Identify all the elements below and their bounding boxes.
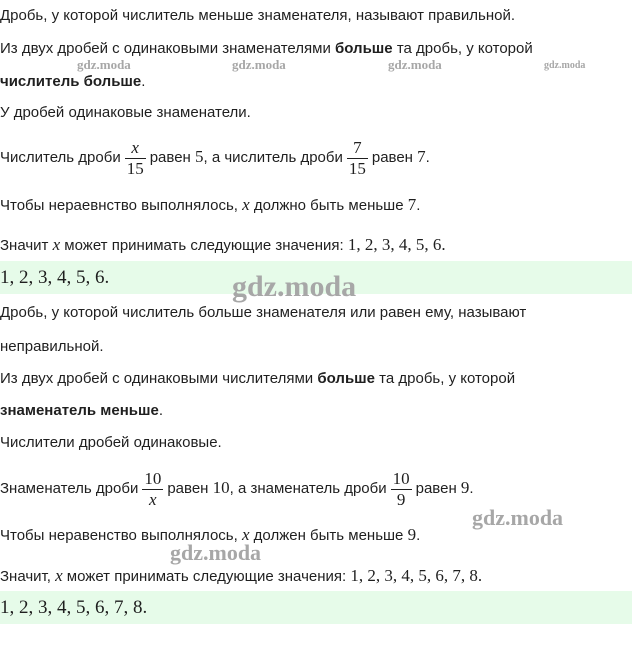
rule-same-denominator-cont: числитель больше. xyxy=(0,73,146,90)
fraction-10-over-x: $\frac{10}{x}$ xyxy=(144,468,162,509)
denominator-comparison: Знаменатель дроби $\frac{10}{x}$ равен 10, а знаменатель дроби $\frac{10}{9}$ равен 9. xyxy=(0,468,474,509)
rule-same-numerator: Из двух дробей с одинаковыми числителями больше та дробь, у которой xyxy=(0,370,516,387)
watermark: gdz.moda xyxy=(170,540,262,565)
inequality-condition: Чтобы нераевнство выполнялось, x должно быть меньше 7. xyxy=(0,195,421,214)
watermark: gdz.moda xyxy=(472,505,564,530)
answer-values-1: 1, 2, 3, 4, 5, 6. xyxy=(0,267,110,288)
rule-improper-fraction-cont: неправильной. xyxy=(0,338,104,355)
answer-box-2 xyxy=(0,591,632,624)
watermark: gdz.moda xyxy=(232,57,286,72)
possible-values-text-2: Значит, x может принимать следующие значения: 1, 2, 3, 4, 5, 6, 7, 8. xyxy=(0,566,483,585)
rule-proper-fraction: Дробь, у которой числитель меньше знаменателя, называют правильной. xyxy=(0,7,515,24)
watermark: gdz.moda xyxy=(77,57,131,72)
rule-improper-fraction: Дробь, у которой числитель больше знаменателя или равен ему, называют xyxy=(0,304,527,321)
rule-same-numerator-cont: знаменатель меньше. xyxy=(0,402,164,419)
fraction-10-over-9: $\frac{10}{9}$ xyxy=(392,468,410,509)
watermark: gdz.moda xyxy=(232,270,357,303)
fraction-7-over-15: $\frac{7}{15}$ xyxy=(348,137,366,178)
rule-same-denominator: Из двух дробей с одинаковыми знаменателями больше та дробь, у которой xyxy=(0,40,533,57)
same-numerators-note: Числители дробей одинаковые. xyxy=(0,434,222,451)
numerator-comparison: Числитель дроби $\frac{x}{15}$ равен 5, а числитель дроби $\frac{7}{15}$ равен 7. xyxy=(0,137,430,178)
watermark: gdz.moda xyxy=(388,57,442,72)
answer-values-2: 1, 2, 3, 4, 5, 6, 7, 8. xyxy=(0,597,148,618)
possible-values-text: Значит x может принимать следующие значения: 1, 2, 3, 4, 5, 6. xyxy=(0,235,446,254)
same-denominators-note: У дробей одинаковые знаменатели. xyxy=(0,104,251,121)
fraction-x-over-15: $\frac{x}{15}$ xyxy=(126,137,144,178)
inequality-condition-2: Чтобы неравенство выполнялось, x должен быть меньше 9. xyxy=(0,525,421,544)
watermark: gdz.moda xyxy=(544,60,586,71)
